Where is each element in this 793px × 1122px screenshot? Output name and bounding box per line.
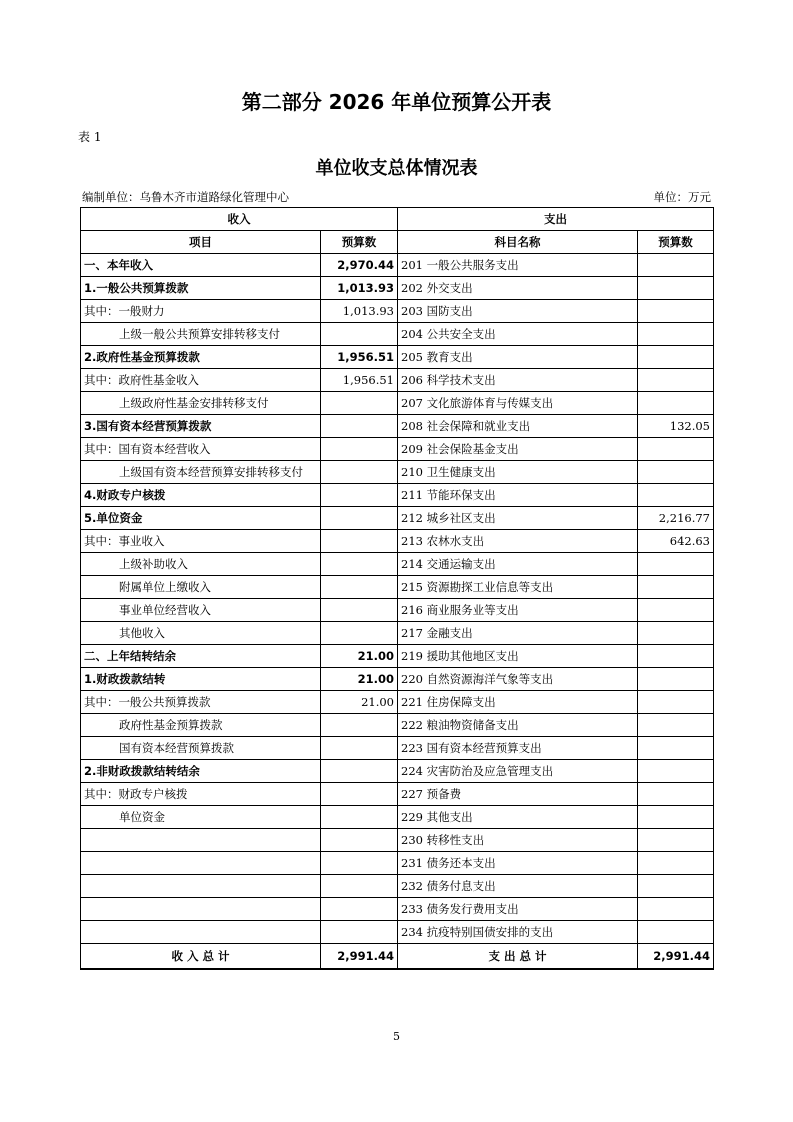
expense-subject-label: 215 资源勘探工业信息等支出 [398,576,638,599]
table-row [81,323,714,346]
income-amount [321,507,398,530]
expense-amount [638,599,714,622]
income-amount [321,461,398,484]
income-item-label [81,875,321,898]
table-row [81,346,714,369]
income-item-label: 3.国有资本经营预算拨款 [81,415,321,438]
expense-subject-label: 207 文化旅游体育与传媒支出 [398,392,638,415]
income-amount [321,392,398,415]
income-amount [321,898,398,921]
income-item-label: 上级国有资本经营预算安排转移支付 [81,461,321,484]
table-row [81,760,714,783]
income-amount [321,921,398,944]
header-row-columns [81,231,714,254]
income-item-label: 单位资金 [81,806,321,829]
expense-subject-label: 205 教育支出 [398,346,638,369]
expense-amount [638,369,714,392]
income-amount [321,622,398,645]
income-amount [321,737,398,760]
income-amount: 21.00 [321,691,398,714]
table-row [81,415,714,438]
expense-amount [638,921,714,944]
expense-subject-label: 230 转移性支出 [398,829,638,852]
income-item-label: 附属单位上缴收入 [81,576,321,599]
income-item-label: 其中：事业收入 [81,530,321,553]
income-item-label: 事业单位经营收入 [81,599,321,622]
expense-amount [638,277,714,300]
income-amount-header: 预算数 [321,231,398,254]
expense-subject-label: 211 节能环保支出 [398,484,638,507]
expense-header: 支出 [398,208,714,231]
income-item-label: 其他收入 [81,622,321,645]
currency-unit: 单位：万元 [653,190,711,204]
income-item-label [81,852,321,875]
income-item-label: 其中：国有资本经营收入 [81,438,321,461]
budget-table [80,207,714,970]
table-row [81,875,714,898]
expense-subject-label: 223 国有资本经营预算支出 [398,737,638,760]
table-row [81,530,714,553]
income-amount [321,760,398,783]
income-total-label: 收 入 总 计 [81,944,321,970]
expense-amount [638,806,714,829]
expense-subject-label: 210 卫生健康支出 [398,461,638,484]
income-header: 收入 [81,208,398,231]
page-title: 第二部分 2026 年单位预算公开表 [241,90,552,114]
expense-subject-label: 216 商业服务业等支出 [398,599,638,622]
income-item-label: 上级一般公共预算安排转移支付 [81,323,321,346]
income-item-label [81,829,321,852]
table-row [81,277,714,300]
table-row [81,392,714,415]
expense-amount [638,898,714,921]
expense-subject-label: 232 债务付息支出 [398,875,638,898]
expense-subject-label: 203 国防支出 [398,300,638,323]
expense-subject-label: 214 交通运输支出 [398,553,638,576]
table-row [81,898,714,921]
income-amount: 1,956.51 [321,369,398,392]
income-amount: 1,956.51 [321,346,398,369]
income-item-label: 4.财政专户核拨 [81,484,321,507]
income-item-label: 其中：一般财力 [81,300,321,323]
table-number: 表 1 [78,130,102,144]
income-amount: 1,013.93 [321,277,398,300]
income-item-label: 1.一般公共预算拨款 [81,277,321,300]
table-row [81,737,714,760]
income-amount [321,829,398,852]
table-title: 单位收支总体情况表 [315,158,478,179]
income-amount [321,553,398,576]
income-amount [321,806,398,829]
expense-amount [638,438,714,461]
expense-subject-label: 202 外交支出 [398,277,638,300]
table-row [81,852,714,875]
income-item-label: 国有资本经营预算拨款 [81,737,321,760]
income-item-label: 政府性基金预算拨款 [81,714,321,737]
expense-amount [638,737,714,760]
expense-amount: 2,216.77 [638,507,714,530]
income-item-label: 其中：财政专户核拨 [81,783,321,806]
table-row [81,576,714,599]
total-row [81,944,714,970]
table-row [81,668,714,691]
table-row [81,254,714,277]
expense-subject-label: 233 债务发行费用支出 [398,898,638,921]
expense-subject-label: 221 住房保障支出 [398,691,638,714]
income-amount [321,484,398,507]
expense-subject-label: 219 援助其他地区支出 [398,645,638,668]
expense-amount [638,576,714,599]
expense-amount [638,461,714,484]
page-number: 5 [393,1030,400,1043]
expense-amount [638,300,714,323]
expense-subject-label: 201 一般公共服务支出 [398,254,638,277]
income-item-label: 其中：政府性基金收入 [81,369,321,392]
expense-subject-label: 206 科学技术支出 [398,369,638,392]
income-item-label: 上级政府性基金安排转移支付 [81,392,321,415]
expense-subject-label: 222 粮油物资储备支出 [398,714,638,737]
income-item-label: 二、上年结转结余 [81,645,321,668]
income-amount [321,599,398,622]
table-row [81,806,714,829]
income-item-label: 2.非财政拨款结转结余 [81,760,321,783]
header-row-group [81,208,714,231]
expense-amount [638,254,714,277]
expense-amount [638,829,714,852]
table-row [81,553,714,576]
expense-subject-label: 231 债务还本支出 [398,852,638,875]
expense-amount [638,484,714,507]
table-row [81,622,714,645]
income-amount [321,438,398,461]
expense-subject-label: 234 抗疫特别国债安排的支出 [398,921,638,944]
expense-amount [638,392,714,415]
income-item-label: 1.财政拨款结转 [81,668,321,691]
subject-header: 科目名称 [398,231,638,254]
expense-amount [638,622,714,645]
expense-subject-label: 204 公共安全支出 [398,323,638,346]
income-item-label: 2.政府性基金预算拨款 [81,346,321,369]
expense-amount [638,668,714,691]
table-row [81,645,714,668]
table-row [81,714,714,737]
income-amount [321,323,398,346]
income-amount: 2,970.44 [321,254,398,277]
expense-amount [638,783,714,806]
income-amount: 21.00 [321,645,398,668]
expense-subject-label: 213 农林水支出 [398,530,638,553]
expense-amount [638,645,714,668]
expense-total-amount: 2,991.44 [638,944,714,970]
income-item-label: 上级补助收入 [81,553,321,576]
expense-subject-label: 208 社会保障和就业支出 [398,415,638,438]
expense-subject-label: 217 金融支出 [398,622,638,645]
table-row [81,484,714,507]
income-amount [321,530,398,553]
table-row [81,921,714,944]
income-amount [321,852,398,875]
income-amount: 21.00 [321,668,398,691]
expense-amount: 642.63 [638,530,714,553]
expense-amount [638,323,714,346]
expense-amount: 132.05 [638,415,714,438]
income-item-label: 5.单位资金 [81,507,321,530]
table-row [81,507,714,530]
income-total-amount: 2,991.44 [321,944,398,970]
expense-subject-label: 224 灾害防治及应急管理支出 [398,760,638,783]
table-row [81,691,714,714]
table-row [81,369,714,392]
expense-amount [638,346,714,369]
expense-amount-header: 预算数 [638,231,714,254]
expense-amount [638,875,714,898]
expense-amount [638,760,714,783]
income-amount: 1,013.93 [321,300,398,323]
income-item-label [81,898,321,921]
expense-subject-label: 227 预备费 [398,783,638,806]
expense-amount [638,852,714,875]
table-row [81,438,714,461]
expense-subject-label: 229 其他支出 [398,806,638,829]
income-item-label: 一、本年收入 [81,254,321,277]
income-amount [321,576,398,599]
income-item-label [81,921,321,944]
expense-total-label: 支 出 总 计 [398,944,638,970]
budget-table-body [81,208,714,970]
expense-amount [638,691,714,714]
table-row [81,461,714,484]
expense-subject-label: 209 社会保险基金支出 [398,438,638,461]
expense-amount [638,714,714,737]
income-amount [321,415,398,438]
table-row [81,300,714,323]
table-row [81,599,714,622]
expense-subject-label: 220 自然资源海洋气象等支出 [398,668,638,691]
compiling-unit: 编制单位：乌鲁木齐市道路绿化管理中心 [82,190,289,204]
expense-subject-label: 212 城乡社区支出 [398,507,638,530]
income-amount [321,714,398,737]
table-row [81,783,714,806]
table-row [81,829,714,852]
expense-amount [638,553,714,576]
income-amount [321,783,398,806]
income-item-label: 其中：一般公共预算拨款 [81,691,321,714]
income-amount [321,875,398,898]
item-header: 项目 [81,231,321,254]
